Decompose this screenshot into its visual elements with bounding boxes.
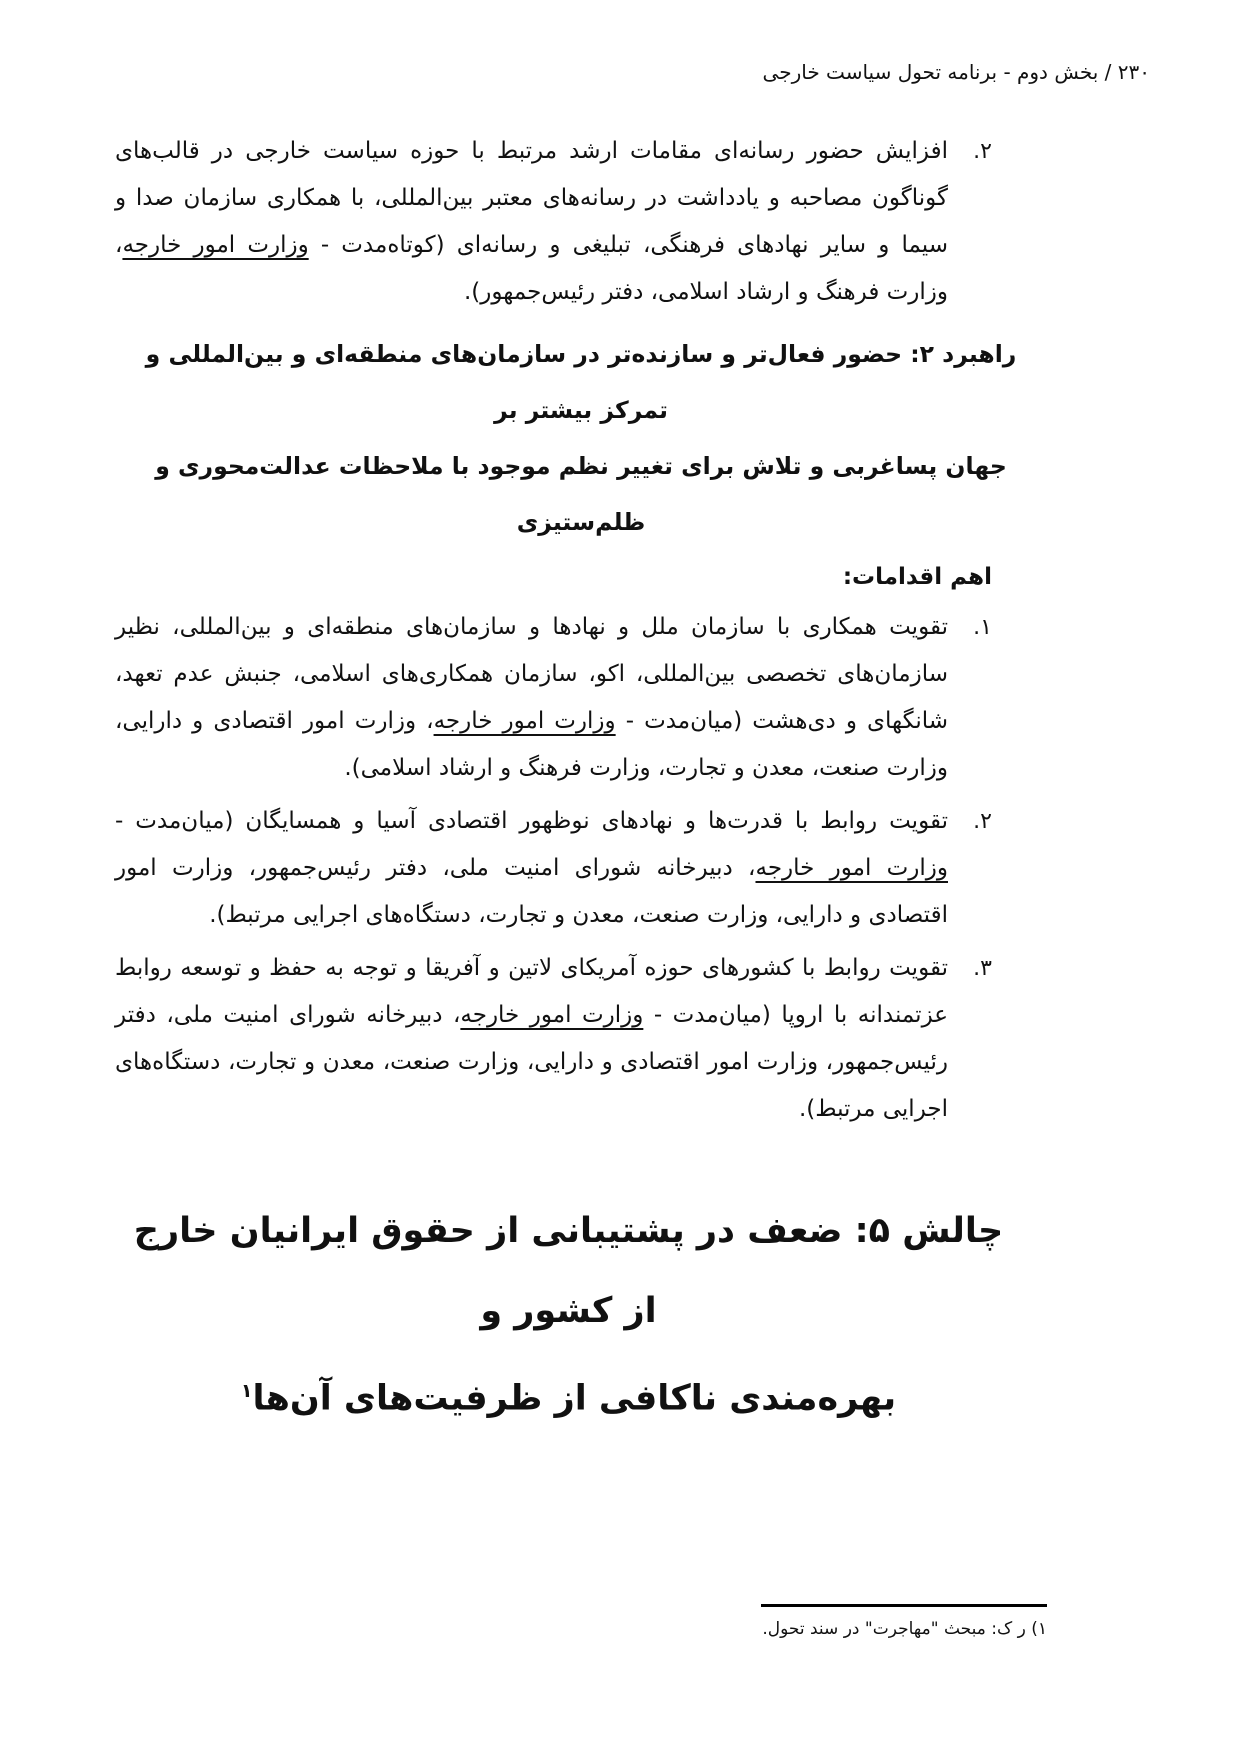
text-segment: تقویت روابط با کشورهای حوزه آمریکای لاتین و آفریقا و توجه به حفظ و توسعه روابط عزتمندانه با اروپا (میان‌مدت - <box>115 955 948 1028</box>
list-item-text <box>115 604 948 792</box>
footnote-reference-marker: ۱ <box>240 1380 253 1402</box>
action-item-1 <box>115 604 1022 792</box>
actions-label: اهم اقدامات: <box>842 564 992 590</box>
list-item-number: ۲. <box>973 139 992 164</box>
strategy-heading-line-2: جهان پساغربی و تلاش برای تغییر نظم موجود با ملاحظات عدالت‌محوری و <box>155 452 1007 480</box>
text-segment: تقویت همکاری با سازمان ملل و نهادها و سازمان‌های منطقه‌ای و بین‌المللی، نظیر سازمان‌های تخصصی بین‌المللی، اکو، سازمان همکاری‌های اسلامی، جنبش عدم تعهد، شانگهای و دی‌هشت (میان‌مدت - <box>115 614 949 734</box>
page-content <box>115 128 1022 1439</box>
challenge-heading-line-2 <box>115 1351 1022 1439</box>
footnote <box>761 1604 1047 1639</box>
list-item-text <box>115 945 948 1133</box>
text-segment: ، وزارت امور اقتصادی و دارایی، وزارت صنعت، معدن و تجارت، وزارت فرهنگ و ارشاد اسلامی). <box>115 708 948 781</box>
action-item-2 <box>115 798 1022 939</box>
list-item-number: ۲. <box>973 809 992 834</box>
underlined-ministry-name: وزارت امور خارجه <box>433 708 616 734</box>
text-segment: افزایش حضور رسانه‌ای مقامات ارشد مرتبط با حوزه سیاست خارجی در قالب‌های گوناگون مصاحبه و یادداشت در رسانه‌های معتبر بین‌المللی، با همکاری سازمان صدا و سیما و سایر نهادهای فرهنگی، تبلیغی و رسانه‌ای (کوتاه‌مدت - <box>115 138 948 258</box>
text-segment: ، دبیرخانه شورای امنیت ملی، دفتر رئیس‌جمهور، وزارت امور اقتصادی و دارایی، وزارت صنعت، معدن و تجارت، دستگاه‌های اجرایی مرتبط). <box>115 855 948 928</box>
page-header: ۲۳۰ / بخش دوم - برنامه تحول سیاست خارجی <box>762 60 1150 84</box>
list-item-continued <box>115 128 1022 316</box>
list-item-text <box>115 798 948 939</box>
underlined-ministry-name: وزارت امور خارجه <box>460 1002 644 1028</box>
challenge-heading-line-2-text: بهره‌مندی ناکافی از ظرفیت‌های آن‌ها <box>252 1378 897 1419</box>
footnote-separator-rule <box>761 1604 1047 1607</box>
challenge-heading-line-1: چالش ۵: ضعف در پشتیبانی از حقوق ایرانیان خارج از کشور و <box>133 1211 1004 1331</box>
footnote-text: ۱) ر ک: مبحث "مهاجرت" در سند تحول. <box>762 1619 1047 1639</box>
list-item-number: ۱. <box>973 615 992 640</box>
challenge-heading <box>115 1191 1022 1439</box>
underlined-ministry-name: وزارت امور خارجه <box>122 232 309 258</box>
text-segment: تقویت روابط با قدرت‌ها و نهادهای نوظهور اقتصادی آسیا و همسایگان (میان‌مدت - <box>115 808 948 834</box>
action-item-3 <box>115 945 1022 1133</box>
list-item-number: ۳. <box>973 956 992 981</box>
strategy-heading <box>115 326 1047 550</box>
list-item-text <box>115 128 948 316</box>
text-segment: ، وزارت فرهنگ و ارشاد اسلامی، دفتر رئیس‌جمهور). <box>115 232 948 305</box>
text-segment: ، دبیرخانه شورای امنیت ملی، دفتر رئیس‌جمهور، وزارت امور اقتصادی و دارایی، وزارت صنعت، معدن و تجارت، دستگاه‌های اجرایی مرتبط). <box>115 1002 948 1122</box>
strategy-heading-line-1: راهبرد ۲: حضور فعال‌تر و سازنده‌تر در سازمان‌های منطقه‌ای و بین‌المللی و تمرکز بیشتر بر <box>145 340 1017 424</box>
strategy-heading-line-3: ظلم‌ستیزی <box>516 508 646 536</box>
underlined-ministry-name: وزارت امور خارجه <box>755 855 948 881</box>
